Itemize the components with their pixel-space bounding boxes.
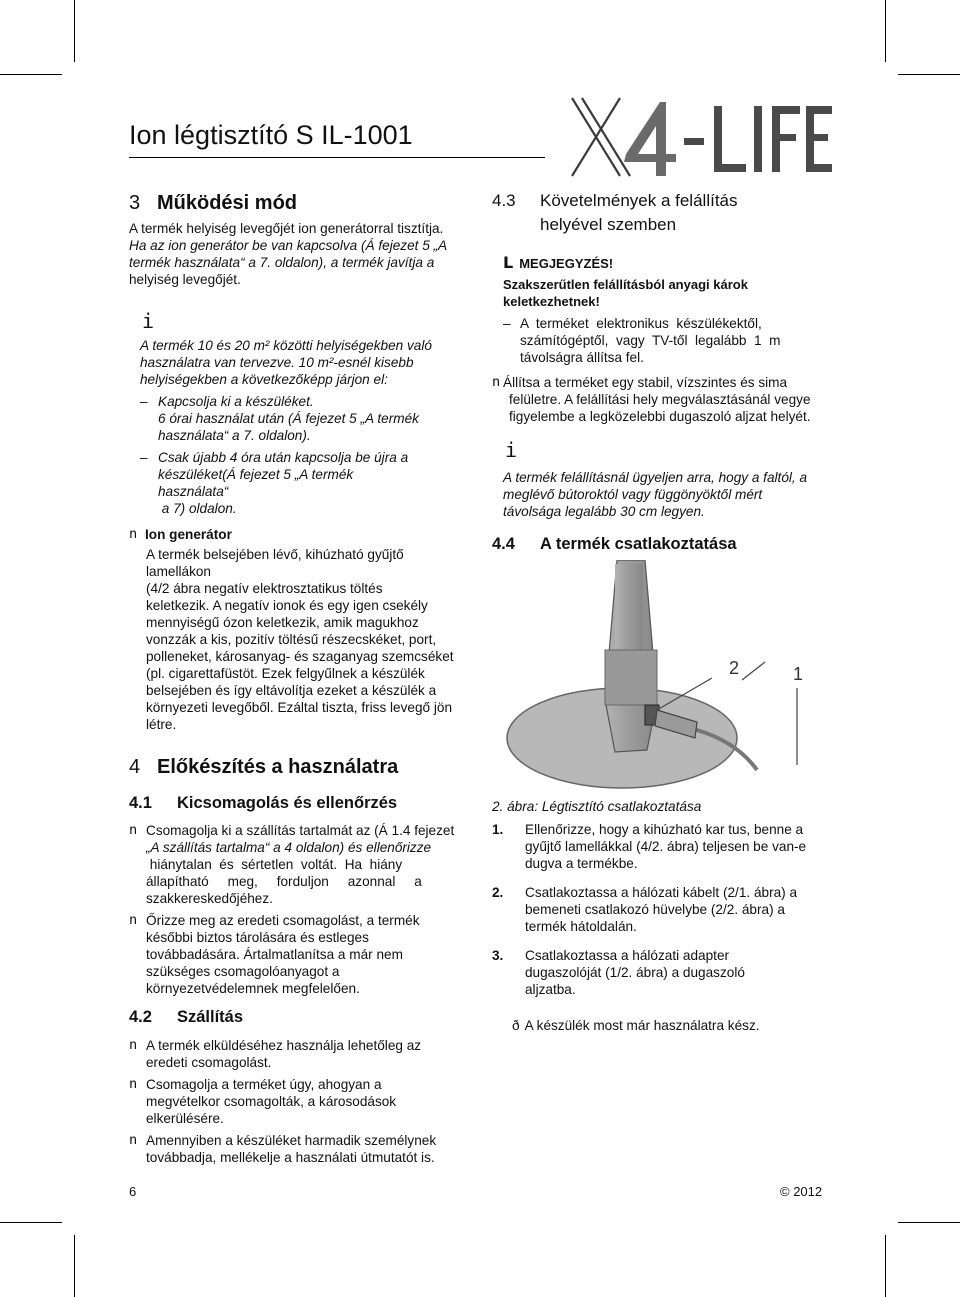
crop-mark <box>0 74 62 75</box>
text-line: Csatlakoztassa a hálózati adapter <box>525 948 730 963</box>
crop-mark <box>74 0 75 62</box>
section-4-2-heading <box>129 1008 243 1027</box>
text-line: továbbadására. Ártalmatlanítsa a már nem <box>146 947 403 962</box>
text-line: Őrizze meg az eredeti csomagolást, a termék <box>146 913 420 928</box>
text-line: használata“ <box>158 484 229 499</box>
crop-mark <box>885 0 886 62</box>
text-line: Csomagolja a terméket úgy, ahogyan a <box>146 1077 382 1092</box>
text-line: dugaszolóját (1/2. ábra) a dugaszoló <box>525 965 745 980</box>
result-text: A készülék most már használatra kész. <box>524 1018 760 1033</box>
list-item <box>492 374 832 425</box>
text-line: elkerülésére. <box>146 1111 224 1126</box>
text-line: A termék felállításnál ügyeljen arra, hogy a faltól, a <box>503 470 808 485</box>
text-line: Ellenőrizze, hogy a kihúzható kar tus, benne a <box>525 822 804 837</box>
text-line: termék hátoldalán. <box>525 919 637 934</box>
text-line: felületre. A felállítási hely megválasztásánál vegye <box>509 392 811 407</box>
text-line: Kapcsolja ki a készüléket. <box>158 394 314 409</box>
section-title: helyével szemben <box>540 215 677 234</box>
result-line <box>492 1017 832 1034</box>
ion-generator-block <box>129 526 464 733</box>
section-4-2-list <box>129 1037 469 1166</box>
bullet-marker: n <box>129 912 138 928</box>
section-4-1-list <box>129 822 464 997</box>
text-line: környezeti levegőből. Ezáltal tiszta, friss levegő jön <box>146 700 453 715</box>
text-line: vonzzák a kis, pozitív töltésű részecskéket, port, <box>146 632 437 647</box>
placement-item <box>492 374 832 425</box>
section-4-3-heading <box>492 189 738 237</box>
title-rule <box>129 157 545 158</box>
bullet-marker: n <box>129 1132 138 1148</box>
text-line: létre. <box>146 717 177 732</box>
text-line: Szakszerűtlen felállításból anyagi károk <box>503 277 748 292</box>
list-item <box>129 1132 469 1166</box>
text-line: (4/2 ábra negatív elektrosztatikus töltés <box>146 581 383 596</box>
note-label: MEGJEGYZÉS! <box>519 256 614 271</box>
dash-marker: – <box>140 450 148 465</box>
list-item <box>503 315 823 366</box>
text-line: Ha az ion generátor be van kapcsolva (Á fejezet 5 „A <box>129 238 448 253</box>
text-line: Amennyiben a készüléket harmadik személynek <box>146 1133 437 1148</box>
note-heading <box>503 254 823 272</box>
warning-icon: L <box>503 253 514 272</box>
text-line: keletkezik. A negatív ionok és egy igen csekély <box>146 598 428 613</box>
list-item <box>129 1037 469 1071</box>
section-number: 4.1 <box>129 794 152 812</box>
text-line: használatra van tervezve. 10 m²-esnél kisebb <box>140 355 414 370</box>
text-line: mennyiségű ózon keletkezik, amik magukhoz <box>146 615 419 630</box>
list-item <box>129 1076 469 1127</box>
info-icon: i <box>505 438 518 462</box>
text-line: 6 órai használat után (Á fejezet 5 „A termék <box>158 411 419 426</box>
text-line: a 7) oldalon. <box>158 501 237 516</box>
text-line: helyiségekben a következőképp járjon el: <box>140 372 388 387</box>
text-line: belsejében és így eltávolítja ezeket a készülék a <box>146 683 437 698</box>
text-line: távolságra állítsa fel. <box>520 350 644 365</box>
ion-generator-title <box>129 526 464 543</box>
text-line: polleneket, károsanyag- és szaganyag szemcséket <box>146 649 454 664</box>
list-item <box>140 449 480 517</box>
list-item <box>129 822 464 907</box>
section-3-intro <box>129 220 479 288</box>
section-title: Kicsomagolás és ellenőrzés <box>177 794 398 812</box>
info-note <box>140 337 480 517</box>
info-note <box>503 469 833 520</box>
section-number: 3 <box>129 192 141 214</box>
section-number: 4.4 <box>492 535 515 553</box>
bullet-marker: n <box>129 1037 138 1053</box>
callout-1: 1 <box>793 664 804 684</box>
bullet-marker: n <box>129 526 138 542</box>
crop-mark <box>898 74 960 75</box>
note-block <box>503 254 823 366</box>
text-line: megvételkor csomagolták, a károsodások <box>146 1094 397 1109</box>
section-number: 4.3 <box>492 191 516 210</box>
text-line: Csatlakoztassa a hálózati kábelt (2/1. ábra) a <box>525 885 798 900</box>
figure-caption: 2. ábra: Légtisztító csatlakoztatása <box>492 799 702 814</box>
text-line: távolsága legalább 30 cm legyen. <box>503 504 705 519</box>
text-line: figyelembe a legközelebbi dugaszoló aljzat helyét. <box>509 409 811 424</box>
text-line: A termék belsejében lévő, kihúzható gyűjtő <box>146 547 404 562</box>
text-line: A termék helyiség levegőjét ion generátorral tisztítja. <box>129 221 444 236</box>
section-number: 4 <box>129 756 141 778</box>
text-line: lamellákon <box>146 564 211 579</box>
text-line: dugva a termékbe. <box>525 856 638 871</box>
text-line: termék használata“ a 7. oldalon), a termék javítja a <box>129 255 435 270</box>
section-title: Előkészítés a használatra <box>157 756 399 778</box>
ion-title-text: Ion generátor <box>145 527 232 542</box>
section-3-heading <box>129 192 297 215</box>
text-line: Csomagolja ki a szállítás tartalmát az (Á 1.4 fejezet <box>146 823 455 838</box>
info-icon: i <box>142 309 155 333</box>
dash-marker: – <box>503 316 511 331</box>
section-title: A termék csatlakoztatása <box>540 535 737 553</box>
text-line: eredeti csomagolást. <box>146 1055 272 1070</box>
brand-logo <box>568 94 834 179</box>
figure-2-illustration <box>497 560 827 790</box>
text-line: használata“ a 7. oldalon). <box>158 428 311 443</box>
text-line: A termék 10 és 20 m² közötti helyiségekben való <box>140 338 432 353</box>
section-4-1-heading <box>129 794 397 813</box>
text-line: számítógéptől, vagy TV-től legalább 1 m <box>520 333 781 348</box>
section-number: 4.2 <box>129 1008 152 1026</box>
text-line: készüléket(Á fejezet 5 „A termék <box>158 467 354 482</box>
bullet-marker: n <box>129 1076 138 1092</box>
text-line: bemeneti csatlakozó hüvelybe (2/2. ábra) a <box>525 902 785 917</box>
bullet-marker: n <box>129 822 138 838</box>
step-item <box>492 821 832 872</box>
list-item <box>140 393 480 444</box>
section-title: Követelmények a felállítás <box>540 191 738 210</box>
device-body <box>605 650 657 705</box>
text-line: (pl. cigarettafüstöt. Ezek felgyűlnek a készülék <box>146 666 425 681</box>
callout-2: 2 <box>729 658 740 678</box>
list-item <box>129 912 464 997</box>
text-line: „A szállítás tartalma“ a 4 oldalon) és ellenőrizze <box>146 840 432 855</box>
text-line: Csak újabb 4 óra után kapcsolja be újra a <box>158 450 409 465</box>
text-line: aljzatba. <box>525 982 576 997</box>
result-marker: ð <box>512 1018 520 1033</box>
crop-mark <box>885 1235 886 1297</box>
page-number: 6 <box>129 1184 137 1199</box>
dash-marker: – <box>140 394 148 409</box>
text-line: állapítható meg, forduljon azonnal a <box>146 874 422 889</box>
bullet-marker: n <box>492 374 501 390</box>
text-line: Állítsa a terméket egy stabil, vízszintes és sima <box>503 375 788 390</box>
crop-mark <box>74 1235 75 1297</box>
text-line: meglévő bútoroktól vagy függönyöktől mért <box>503 487 763 502</box>
crop-mark <box>0 1222 62 1223</box>
section-4-4-heading <box>492 535 737 554</box>
text-line: A termék elküldéséhez használja lehetőleg az <box>146 1038 422 1053</box>
text-line: helyiség levegőjét. <box>129 272 241 287</box>
copyright: © 2012 <box>780 1184 823 1199</box>
page-title: Ion légtisztító S IL-1001 <box>129 120 413 150</box>
crop-mark <box>898 1222 960 1223</box>
text-line: gyűjtő lamellákkal (4/2. ábra) teljesen be van-e <box>525 839 807 854</box>
section-title: Szállítás <box>177 1008 244 1026</box>
text-line: keletkezhetnek! <box>503 294 600 309</box>
section-4-heading <box>129 756 398 779</box>
step-item <box>492 947 832 998</box>
step-item <box>492 884 832 935</box>
steps-list <box>492 821 832 1034</box>
step-number: 3. <box>492 948 504 963</box>
step-number: 1. <box>492 822 504 837</box>
text-line: későbbi biztos tárolására és estleges <box>146 930 369 945</box>
text-line: szakkereskedőjéhez. <box>146 891 273 906</box>
section-title: Működési mód <box>157 192 298 214</box>
text-line: környezetvédelemnek megfelelően. <box>146 981 360 996</box>
text-line: A terméket elektronikus készülékektől, <box>520 316 762 331</box>
text-line: szükséges csomagolóanyagot a <box>146 964 340 979</box>
text-line: továbbadja, mellékelje a használati útmutatót is. <box>146 1150 435 1165</box>
step-number: 2. <box>492 885 504 900</box>
text-line: hiánytalan és sértetlen voltát. Ha hiány <box>146 857 403 872</box>
